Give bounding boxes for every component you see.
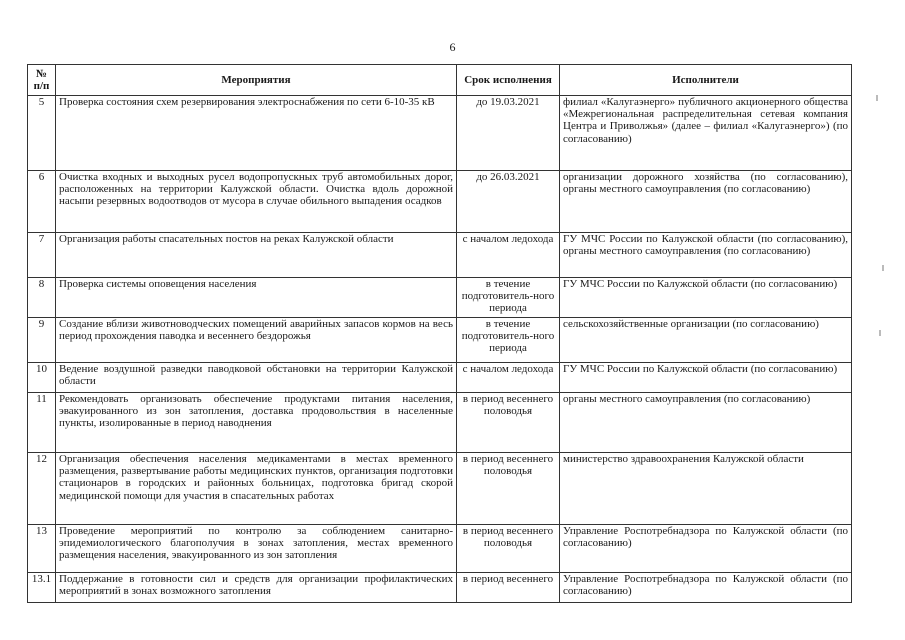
row-term: до 26.03.2021 [457, 171, 560, 233]
row-event: Создание вблизи животноводческих помещений аварийных запасов кормов на весь период прохождения паводка и весеннего бездорожья [56, 318, 457, 363]
row-num: 13 [28, 525, 56, 573]
row-num: 11 [28, 393, 56, 453]
row-num: 7 [28, 233, 56, 278]
row-num: 9 [28, 318, 56, 363]
header-term: Срок исполнения [457, 65, 560, 96]
row-exec: органы местного самоуправления (по согласованию) [560, 393, 852, 453]
table-row [28, 573, 852, 603]
measures-table [27, 64, 852, 603]
row-event: Организация работы спасательных постов на реках Калужской области [56, 233, 457, 278]
table-row [28, 233, 852, 278]
row-term: в период весеннего половодья [457, 393, 560, 453]
row-exec: Управление Роспотребнадзора по Калужской области (по согласованию) [560, 573, 852, 603]
row-event: Рекомендовать организовать обеспечение продуктами питания населения, эвакуированного из зон затопления, доставка продовольствия в населенные пункты, изолированные в период наводнения [56, 393, 457, 453]
page-number: 6 [449, 40, 456, 54]
row-term: в период весеннего [457, 573, 560, 603]
scan-speck [882, 265, 884, 271]
header-num: № п/п [28, 65, 56, 96]
row-num: 13.1 [28, 573, 56, 603]
row-num: 10 [28, 363, 56, 393]
scan-speck [879, 330, 881, 336]
table-row [28, 96, 852, 171]
row-event: Проверка системы оповещения населения [56, 278, 457, 318]
row-event: Ведение воздушной разведки паводковой обстановки на территории Калужской области [56, 363, 457, 393]
row-term: с началом ледохода [457, 233, 560, 278]
row-event: Проведение мероприятий по контролю за соблюдением санитарно-эпидемиологического благополучия в зонах затопления, местах временного размещения населения, эвакуированного из зон затопления [56, 525, 457, 573]
row-term: в период весеннего половодья [457, 525, 560, 573]
row-exec: филиал «Калугаэнерго» публичного акционерного общества «Межрегиональная распределительная сетевая компания Центра и Приволжья» (далее – филиал «Калугаэнерго») (по согласованию) [560, 96, 852, 171]
row-exec: сельскохозяйственные организации (по согласованию) [560, 318, 852, 363]
row-exec: ГУ МЧС России по Калужской области (по согласованию) [560, 363, 852, 393]
table-row [28, 525, 852, 573]
table-row [28, 171, 852, 233]
row-event: Очистка входных и выходных русел водопропускных труб автомобильных дорог, расположенных на территории Калужской области. Очистка вдоль дорожной насыпи резервных водоотводов от мусора в случае обильного выпадения осадков [56, 171, 457, 233]
row-num: 6 [28, 171, 56, 233]
row-term: в течение подготовитель-ного периода [457, 318, 560, 363]
row-exec: организации дорожного хозяйства (по согласованию), органы местного самоуправления (по согласованию) [560, 171, 852, 233]
row-exec: министерство здравоохранения Калужской области [560, 453, 852, 525]
row-num: 8 [28, 278, 56, 318]
row-exec: ГУ МЧС России по Калужской области (по согласованию) [560, 278, 852, 318]
row-term: в период весеннего половодья [457, 453, 560, 525]
table-row [28, 278, 852, 318]
scan-speck [876, 95, 878, 101]
row-exec: ГУ МЧС России по Калужской области (по согласованию), органы местного самоуправления (по согласованию) [560, 233, 852, 278]
row-num: 12 [28, 453, 56, 525]
row-exec: Управление Роспотребнадзора по Калужской области (по согласованию) [560, 525, 852, 573]
row-term: до 19.03.2021 [457, 96, 560, 171]
table-row [28, 363, 852, 393]
header-exec: Исполнители [560, 65, 852, 96]
header-event: Мероприятия [56, 65, 457, 96]
row-num: 5 [28, 96, 56, 171]
table-row [28, 318, 852, 363]
table-header-row [28, 65, 852, 96]
row-term: в течение подготовитель-ного периода [457, 278, 560, 318]
row-term: с началом ледохода [457, 363, 560, 393]
table-row [28, 393, 852, 453]
table-row [28, 453, 852, 525]
row-event: Проверка состояния схем резервирования электроснабжения по сети 6-10-35 кВ [56, 96, 457, 171]
row-event: Организация обеспечения населения медикаментами в местах временного размещения, развертывание работы медицинских пунктов, организация подготовки стационаров в городских и районных больницах, подготовка бригад скорой медицинской помощи для участия в спасательных работах [56, 453, 457, 525]
row-event: Поддержание в готовности сил и средств для организации профилактических мероприятий в зонах возможного затопления [56, 573, 457, 603]
